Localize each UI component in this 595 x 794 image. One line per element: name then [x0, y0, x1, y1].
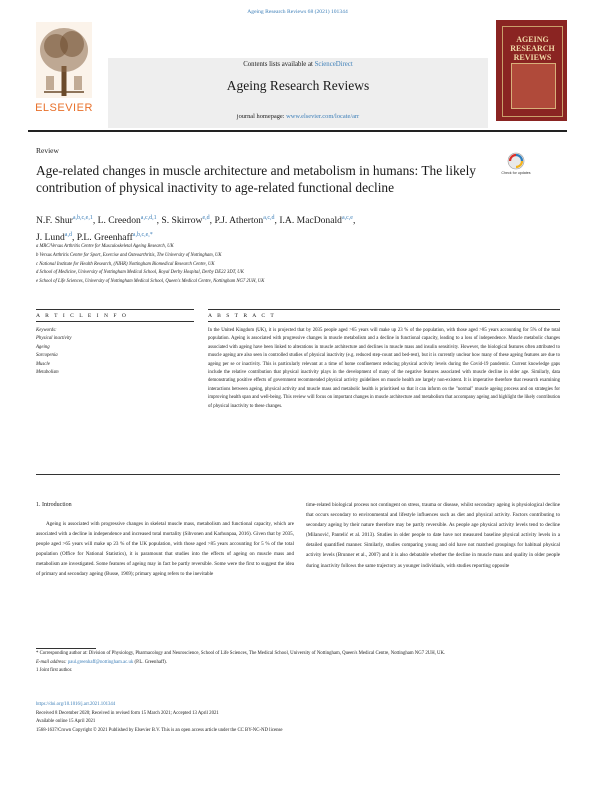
author-affiliation-marker[interactable]: a,c,d,1	[140, 215, 157, 221]
elsevier-logo	[28, 22, 100, 118]
introduction-left-column: Ageing is associated with progressive changes in skeletal muscle mass, metabolism and functional capacity, which are associated with a decline in independence and increased total mortality (Sihvonen and Karhunpaa, 2016). Given that by 2035, people aged >65 years will make up 23 % of the UK population, with those aged >85 years accounting for 5 % of the total population (Office for National Statistics), it is paramount that studies into the effects of ageing on muscle mass and metabolism are investigated. Some features of ageing may in fact be partly reversible. Some were the first to suggest the idea of primary and secondary ageing (Busse, 1969); primary ageing refers to the inevitable	[36, 521, 294, 578]
author-name: P.L. Greenhaff	[76, 232, 133, 244]
article-info-rule-top	[36, 309, 194, 310]
author-affiliation-marker[interactable]: a,c,d	[263, 215, 275, 221]
introduction-heading: 1. Introduction	[36, 502, 72, 508]
author-name: J. Lund	[36, 232, 65, 244]
affiliation-item: b Versus Arthritis Centre for Sport, Exercise and Osteoarthritis, The University of Nottingham, UK	[36, 252, 222, 258]
author-name: N.F. Shur	[36, 215, 73, 227]
affiliation-item: a MRC/Versus Arthritis Centre for Musculoskeletal Ageing Research, UK	[36, 244, 174, 249]
author-affiliation-marker[interactable]: a,b,c,e,*	[132, 232, 153, 239]
abstract-end-rule	[36, 474, 560, 475]
corresponding-author-note: * Corresponding author at: Division of Physiology, Pharmacology and Neuroscience, School of Life Sciences, The Medical School, University of Nottingham, Queen's Medical Centre, Nottingham NG7 2UH, UK.	[36, 651, 446, 656]
received-dates: Received 8 December 2020; Received in revised form 15 March 2021; Accepted 13 April 2021	[36, 710, 219, 716]
email-suffix: (P.L. Greenhaff).	[133, 659, 167, 665]
publication-info	[36, 701, 556, 735]
publisher-name: ELSEVIER	[35, 102, 93, 114]
author-affiliation-marker[interactable]: a,c,e	[341, 215, 353, 221]
author-name: I.A. MacDonald	[279, 215, 342, 227]
journal-cover[interactable]	[496, 20, 567, 121]
keyword-item: Metabolism	[36, 370, 59, 376]
elsevier-tree-icon	[36, 22, 92, 98]
author-name: L. Creedon	[97, 215, 141, 227]
affiliation-item: c National Institute for Health Research, (NIHR) Nottingham Biomedical Research Centre, UK	[36, 261, 215, 267]
abstract-text: In the United Kingdom (UK), it is projected that by 2035 people aged >65 years will make up 23 % of the population, with those aged >85 years accounting for 5% of the total population. Ageing is associated with progressive changes in muscle metabolism and a decline in functional capacity, leading to a loss of independence. Muscle metabolic changes associated with ageing have been linked to alterations in muscle architecture and declines in muscle mass and insulin sensitivity. However, the biological features often attributed to muscle ageing are also seen in controlled studies of physical inactivity (e.g. reduced step-count and bed-rest), but it is currently unclear how many of these ageing features are due to ageing per se or inactivity. This is particularly relevant at a time of home confinement reducing physical activity levels during the Covid-19 pandemic. Current knowledge gaps include the relative contribution that physical inactivity plays in the development of many of the negative features associated with muscle decline in older age. Similarly, data demonstrating positive effects of government recommended physical activity guidelines on muscle health are largely non-existent. It is imperative therefore that research examining interactions between ageing, physical activity and muscle mass and metabolic health is prioritised so that it can inform on the "normal" muscle ageing process and on strategies for improving health span and well-being. This review will focus on important changes in muscle architecture and metabolism that accompany ageing and highlight the likely contribution of physical inactivity to these changes.	[208, 328, 560, 409]
author-list	[36, 211, 506, 245]
introduction-right-column: time-related biological process not contingent on stress, trauma or disease, whilst secondary ageing is physiological decline that occurs secondary to environmental and lifestyle influences such as diet and physical activity. Factors contributing to secondary ageing by their nature therefore may be partly reversible. As people age physical activity levels tend to decline (Milanović, Pantelić et al. 2013). Studies in older people to date have not measured baseline physical activity levels in a detailed quantified manner. Similarly, studies comparing young and old have not matched groupings for habitual physical activity levels (Brunner et al., 2007) and it is also debatable whether the decline in muscle mass and quality in older people during inactivity follows the same trajectory as younger individuals, with studies reporting opposite	[306, 502, 560, 569]
abstract-rule-top	[208, 309, 560, 310]
footnote-rule	[36, 648, 96, 649]
affiliation-item: d School of Medicine, University of Nottingham Medical School, Royal Derby Hospital, Derby DE22 3DT, UK	[36, 270, 244, 276]
contents-line	[108, 61, 488, 68]
article-title: Age-related changes in muscle architecture and metabolism in humans: The likely contribution of physical inactivity to age-related functional decline	[36, 163, 477, 195]
email-link[interactable]: paul.greenhaff@nottingham.ac.uk	[67, 659, 134, 665]
header-rule	[28, 130, 567, 132]
author-name: P.J. Atherton	[214, 215, 264, 227]
affiliations	[36, 243, 556, 287]
abstract-rule	[208, 321, 560, 322]
author-affiliation-marker[interactable]: e,d	[202, 215, 210, 221]
contents-prefix: Contents lists available at	[243, 61, 315, 68]
keyword-item: Muscle	[36, 361, 50, 367]
doi-link[interactable]: https://doi.org/10.1016/j.arr.2021.101344	[36, 702, 116, 707]
author-name: S. Skirrow	[161, 215, 203, 227]
cover-frame	[502, 26, 563, 117]
homepage-link[interactable]: www.elsevier.com/locate/arr	[286, 113, 360, 120]
available-online: Available online 15 April 2021	[36, 719, 96, 725]
article-info-heading: A R T I C L E I N F O	[36, 313, 128, 319]
author-line-2: J. Lund$^{a,d}$, P.L. Greenhaff$^{a,b,c,e,*}$	[36, 232, 153, 244]
check-updates-icon	[501, 150, 531, 180]
email-note	[36, 659, 556, 668]
keywords-label: Keywords:	[36, 328, 57, 333]
keywords-list	[36, 335, 176, 377]
cover-image	[511, 63, 556, 109]
keywords-block	[36, 327, 176, 377]
email-label: E-mail address:	[36, 659, 68, 665]
copyright-line: 1568-1637/Crown Copyright © 2021 Published by Elsevier B.V. This is an open access article under the CC BY-NC-ND license	[36, 727, 283, 733]
author-line-1: N.F. Shur$^{a,b,c,e,1}$, L. Creedon$^{a,c,d,1}$, S. Skirrow$^{e,d}$, P.J. Atherton$^{a,c,d}$, I.A. MacDonald$^{a,c,e}$,	[36, 215, 356, 227]
journal-citation[interactable]: Ageing Research Reviews 68 (2021) 101344	[247, 9, 348, 15]
footnotes	[36, 650, 556, 676]
abstract-heading: A B S T R A C T	[208, 313, 276, 319]
author-affiliation-marker[interactable]: a,d	[64, 232, 72, 239]
article-info-rule	[36, 321, 194, 322]
journal-homepage	[108, 113, 488, 120]
cover-title: AGEING RESEARCH REVIEWS	[510, 35, 555, 62]
keyword-item: Ageing	[36, 344, 50, 350]
homepage-prefix: journal homepage:	[236, 113, 287, 120]
author-affiliation-marker[interactable]: a,b,c,e,1	[72, 215, 93, 221]
check-updates-label: Check for updates	[501, 171, 531, 175]
affiliation-item: e School of Life Sciences, University of Nottingham Medical School, Queen's Medical Centre, Nottingham NG7 2UH, UK	[36, 279, 265, 285]
sciencedirect-link[interactable]: ScienceDirect	[314, 61, 353, 68]
joint-author-note: 1 Joint first author.	[36, 668, 73, 674]
keyword-item: Sarcopenia	[36, 353, 58, 359]
journal-title: Ageing Research Reviews	[226, 78, 370, 93]
keyword-item: Physical inactivity	[36, 336, 72, 342]
article-type: Review	[36, 146, 59, 155]
check-for-updates-badge[interactable]	[501, 150, 531, 180]
